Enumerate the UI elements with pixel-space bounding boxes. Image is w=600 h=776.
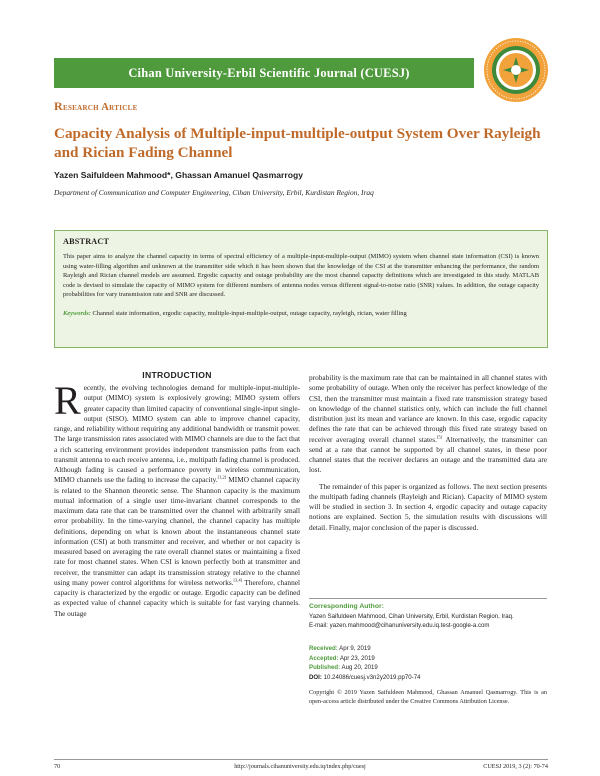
right-text-b: Alternatively, the transmitter can send at a rate that cannot be supported by all channel states, in these poor channel states that the receiver declares an outage and the transmitted data are lost.	[309, 434, 547, 475]
published-date	[309, 663, 547, 673]
university-seal-icon	[483, 37, 549, 103]
intro-text-a: ecently, the evolving technologies demand for multiple-input-multiple-output (MIMO) system is explosively growing; MIMO system offers greater capacity than limited capacity of conventional single-input single-output (SISO). MIMO system can able to improve channel capacity, range, and reliability without requiring any additional bandwidth or transmit power. The large transmission rates associated with MIMO channels are due to the fact that a rich scattering environment provides independent transmission paths from each transmit antenna to each receive antenna, i.e., multipath fading channel is produced. Although fading is caused a performance poverty in wireless communication, MIMO channels use the fading to increase the capacity.	[54, 383, 300, 485]
article-type: Research Article	[54, 99, 138, 113]
intro-text-c: Therefore, channel capacity is characterized by the ergodic or outage. Ergodic capacity can be defined as expected value of channel capacity which is suitable for fast varying channels. The outage	[54, 577, 300, 618]
corresponding-author-heading: Corresponding Author:	[309, 603, 384, 610]
right-paragraph	[309, 373, 547, 476]
received-date	[309, 644, 547, 654]
right-text-a: probability is the maximum rate that can be maintained in all channel states with some probability of outage. When only the receiver has perfect knowledge of the CSI, then the transmitter must maintain a fixed rate transmission strategy based on knowledge of the channel statistics only, which can include the full channel distribution just its mean and variance are known. In this case, ergodic capacity defines the rate that can be achieved through this fixed rate strategy based on receiver averaging overall channel states.	[309, 373, 547, 444]
citation[interactable]: [1,2]	[217, 474, 227, 480]
introduction-heading: INTRODUCTION	[142, 370, 212, 380]
published-label: Published:	[309, 664, 341, 671]
abstract-box	[54, 230, 548, 348]
footer-citation: CUESJ 2019, 3 (2): 70-74	[483, 763, 548, 770]
keywords	[63, 309, 539, 318]
authors: Yazen Saifuldeen Mahmood*, Ghassan Amanuel Qasmarrogy	[54, 170, 303, 180]
accepted-value: Apr 23, 2019	[339, 654, 375, 662]
accepted-label: Accepted:	[309, 654, 339, 662]
corresponding-author-name: Yazen Saifuldeen Mahmood, Cihan University, Erbil, Kurdistan Region, Iraq.	[309, 613, 514, 620]
footer-url[interactable]: http://journals.cihanuniversity.edu.iq/index.php/cuesj	[234, 763, 366, 770]
abstract-heading: ABSTRACT	[63, 237, 110, 246]
right-paragraph: The remainder of this paper is organized as follows. The next section presents the multipath fading channels (Rayleigh and Rician). Capacity of MIMO system will be studied in section 3. In section 4, ergodic capacity and outage capacity notions are explained. Section 5, the simulation results with discussions will detail. Finally, major conclusion of the paper is discussed.	[309, 481, 547, 532]
divider	[309, 598, 547, 599]
intro-text-b: MIMO channel capacity is related to the Shannon theoretic sense. The Shannon capacity is the maximum mutual information of a single user time-invariant channel corresponds to the maximum data rate that can be transmitted over the channel with arbitrarily small error probability. In the time-varying channel, the channel capacity has multiple definitions, depending on what is known about the instantaneous channel state information (CSI) at both transmitter and receiver, and whether or not capacity is measured based on averaging the rate overall channel states or maintaining a fixed rate for most channel states. When CSI is known perfectly both at transmitter and receiver, the transmitter can adapt its transmission strategy relative to the channel using many power control algorithms for wireless networks.	[54, 475, 300, 587]
published-value: Aug 20, 2019	[341, 664, 378, 671]
citation[interactable]: [5]	[436, 434, 443, 440]
corresponding-author-email[interactable]: E-mail: yazen.mahmood@cihanuniversity.edu.iq.test-google-a.com	[309, 622, 490, 629]
keywords-label: Keywords:	[63, 309, 91, 317]
left-column	[54, 383, 300, 753]
footer-divider	[54, 759, 548, 760]
journal-banner	[54, 58, 474, 88]
received-label: Received:	[309, 645, 338, 652]
doi-link[interactable]: 10.24086/cuesj.v3n2y2019.pp70-74	[323, 674, 421, 681]
doi	[309, 674, 547, 681]
accepted-date	[309, 654, 547, 664]
paper-title: Capacity Analysis of Multiple-input-multiple-output System Over Rayleigh and Rician Fading Channel	[54, 125, 541, 161]
doi-label: DOI:	[309, 674, 322, 681]
abstract-text: This paper aims to analyze the channel capacity in terms of spectral efficiency of a multiple-input-multiple-output (MIMO) system when channel state information (CSI) is known using water-filling algorithm and unknown at the transmitter side which it has been shown that the knowledge of the CSI at the transmitter enhancing the performance, the random Rayleigh and Rician channel models are assumed. Ergodic capacity and outage probability are the most channel capacity definitions which are investigated in this study. MATLAB code is devised to simulate the capacity of MIMO system for different numbers of antenna nodes versus different signal-to-noise ratio (SNR) values. In addition, the outage capacity probabilities for vary transmission rate and SNR are discussed.	[63, 253, 539, 299]
copyright-notice: Copyright © 2019 Yazen Saifuldeen Mahmood, Ghassan Amanuel Qasmarrogy. This is an open-access article distributed under the Creative Commons Attribution License.	[309, 689, 547, 706]
corresponding-author-info	[309, 612, 547, 630]
drop-cap: R	[54, 383, 81, 423]
received-value: Apr 9, 2019	[339, 645, 371, 652]
page-number: 70	[54, 763, 61, 770]
right-column	[309, 373, 547, 598]
journal-name: Cihan University-Erbil Scientific Journal (CUESJ)	[128, 65, 410, 80]
citation[interactable]: [3,4]	[233, 577, 243, 583]
article-dates	[309, 644, 547, 673]
affiliation: Department of Communication and Computer Engineering, Cihan University, Erbil, Kurdistan Region, Iraq	[54, 188, 374, 197]
keywords-list: Channel state information, ergodic capacity, multiple-input-multiple-output, outage capacity, rayleigh, rician, water filling	[92, 309, 407, 317]
